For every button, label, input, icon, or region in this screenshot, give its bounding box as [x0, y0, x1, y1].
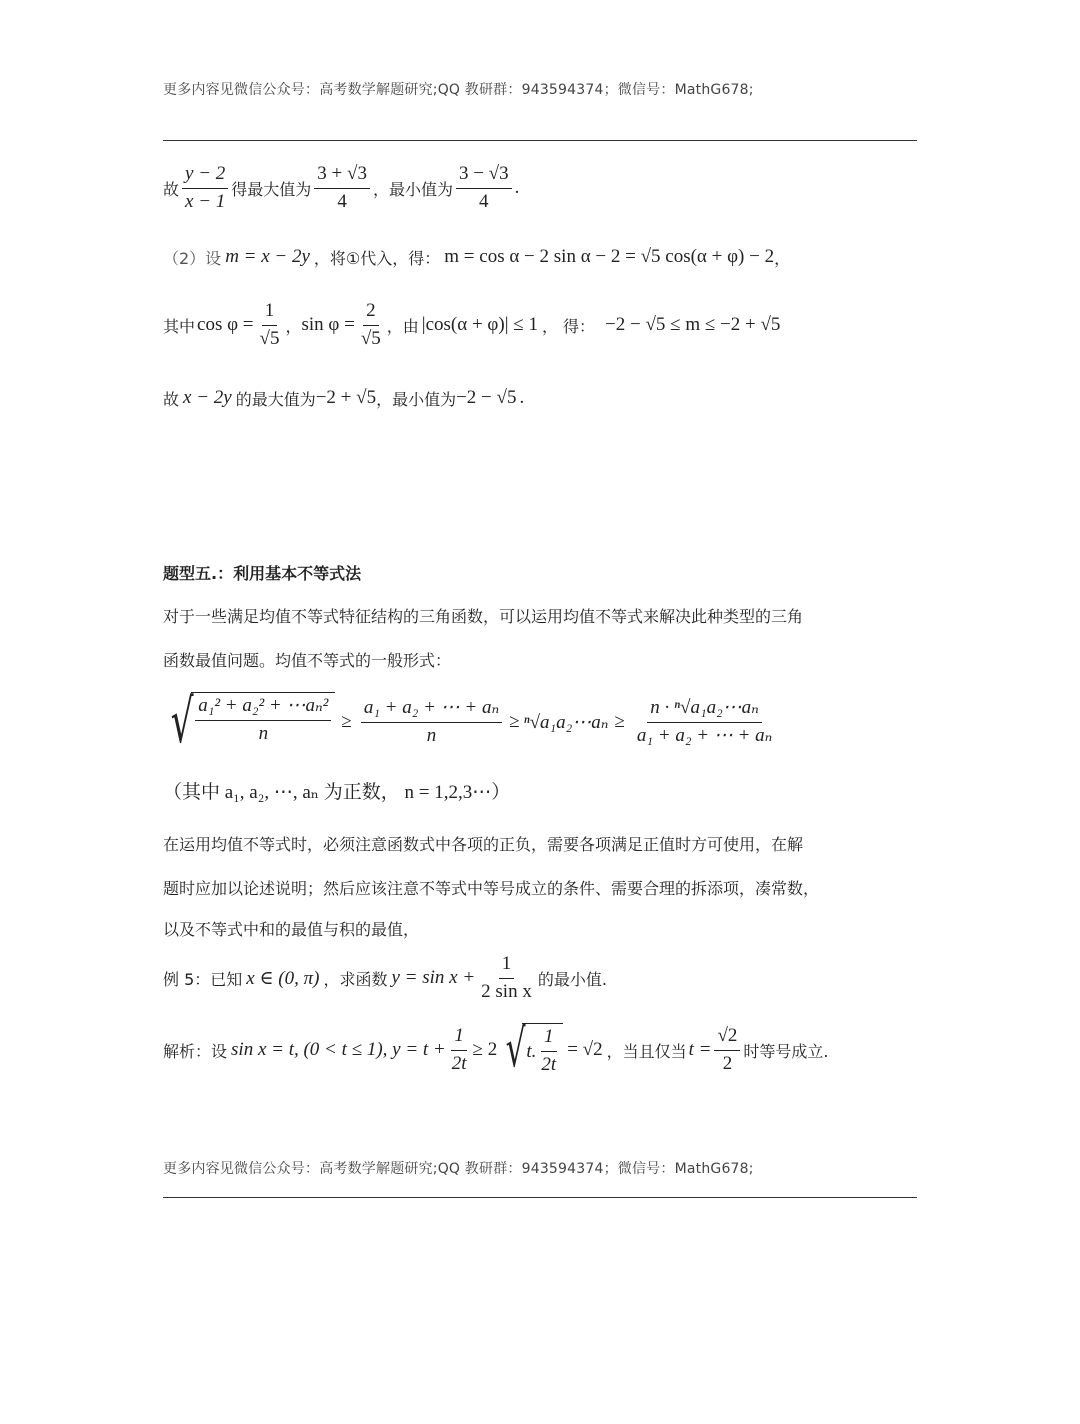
cos-phi-fraction: $\frac{1}{√5}$: [259, 299, 280, 349]
reciprocal-fraction: $\frac{1}{\text{2 sin x}}$: [481, 952, 532, 1002]
page-footer: 更多内容见微信公众号：高考数学解题研究;QQ 教研群：943594374；微信号：MathG678;: [163, 1161, 754, 1177]
note-paragraph-line-1: 在运用均值不等式时，必须注意函数式中各项的正负，需要各项满足正值时方可使用，在解: [163, 835, 804, 854]
arithmetic-mean: $\frac{\text{a₁ + a₂ + ⋯ + aₙ}}{n}$: [361, 697, 502, 748]
section-title: 题型五.：利用基本不等式法: [163, 564, 362, 583]
page-header: 更多内容见微信公众号：高考数学解题研究;QQ 教研群：943594374；微信号：MathG678;: [163, 82, 754, 98]
part-2-line: （2）设 m = x − 2y ，将①代入，得： m = cos α − 2 sin α − 2 = √5 cos(α + φ) − 2 ，: [163, 246, 791, 268]
header-rule: [163, 140, 917, 141]
example-5: 例 5：已知 x ∈ (0, π) ，求函数 y = sin x + $\frac{1}{\text{2 sin x}}$ 的最小值.: [163, 952, 607, 1002]
product-root: √ t. $\frac{1}{2t}$: [499, 1023, 563, 1077]
fraction-y-over-x: $\frac{y - 2}{x - 1}$: [182, 163, 228, 214]
result-line-1: 故 $\frac{y - 2}{x - 1}$ 得最大值为 $\frac{3 + √3}{4}$ ，最小值为 $\frac{3 - √3}{4}$ .: [163, 162, 520, 212]
geometric-mean: ⁿ√a₁a₂⋯aₙ: [523, 711, 609, 733]
root-2-over-2-fraction: $\frac{√2}{2}$: [714, 1025, 740, 1076]
quadratic-mean-root: √ $\frac{\text{a₁² + a₂² + ⋯aₙ²}}{n}$: [163, 692, 335, 752]
intro-paragraph-line-2: 函数最值问题。均值不等式的一般形式：: [163, 651, 452, 670]
mean-inequality-chain: √ $\frac{\text{a₁² + a₂² + ⋯aₙ²}}{n}$ ≥ $\frac{\text{a₁ + a₂ + ⋯ + aₙ}}{n}$ ≥ ⁿ√a₁a₂⋯aₙ ≥ $\frac{\text{n · ⁿ√a₁a₂⋯aₙ}}{\text{a₁ + a₂ + ⋯ + aₙ}}$: [163, 687, 778, 757]
intro-paragraph-line-1: 对于一些满足均值不等式特征结构的三角函数，可以运用均值不等式来解决此种类型的三角: [163, 607, 804, 626]
min-value-fraction: $\frac{3 - √3}{4}$: [456, 163, 512, 214]
max-value-fraction: $\frac{3 + √3}{4}$: [314, 163, 370, 214]
one-over-2t-fraction: $\frac{1}{2t}$: [451, 1024, 467, 1074]
positivity-condition: （其中 a₁, a₂, ⋯, aₙ 为正数， n = 1,2,3⋯）: [163, 781, 511, 803]
harmonic-expression: $\frac{\text{n · ⁿ√a₁a₂⋯aₙ}}{\text{a₁ + a₂ + ⋯ + aₙ}}$: [636, 696, 773, 746]
note-paragraph-line-3: 以及不等式中和的最值与积的最值，: [163, 920, 420, 939]
part-2-result: 故 x − 2y 的最大值为 −2 + √5 ，最小值为 −2 − √5 .: [163, 387, 525, 409]
note-paragraph-line-2: 题时应加以论述说明；然后应该注意不等式中等号成立的条件、需要合理的拆添项，凑常数，: [163, 879, 820, 898]
part-2-derivation: 其中 cos φ = $\frac{1}{√5}$ ， sin φ = $\frac{2}{√5}$ ，由 |cos(α + φ)| ≤ 1 ， 得： −2 − √5 ≤ m ≤ −2 + √5: [163, 299, 781, 349]
footer-rule: [163, 1197, 917, 1198]
example-5-solution: 解析：设 sin x = t, (0 < t ≤ 1), y = t + $\frac{1}{2t}$ ≥ 2 √ t. $\frac{1}{2t}$ = √2 ，当且仅当 t = $\frac{√2}{2}$ 时等号成立.: [163, 1019, 829, 1080]
sin-phi-fraction: $\frac{2}{√5}$: [360, 299, 381, 349]
